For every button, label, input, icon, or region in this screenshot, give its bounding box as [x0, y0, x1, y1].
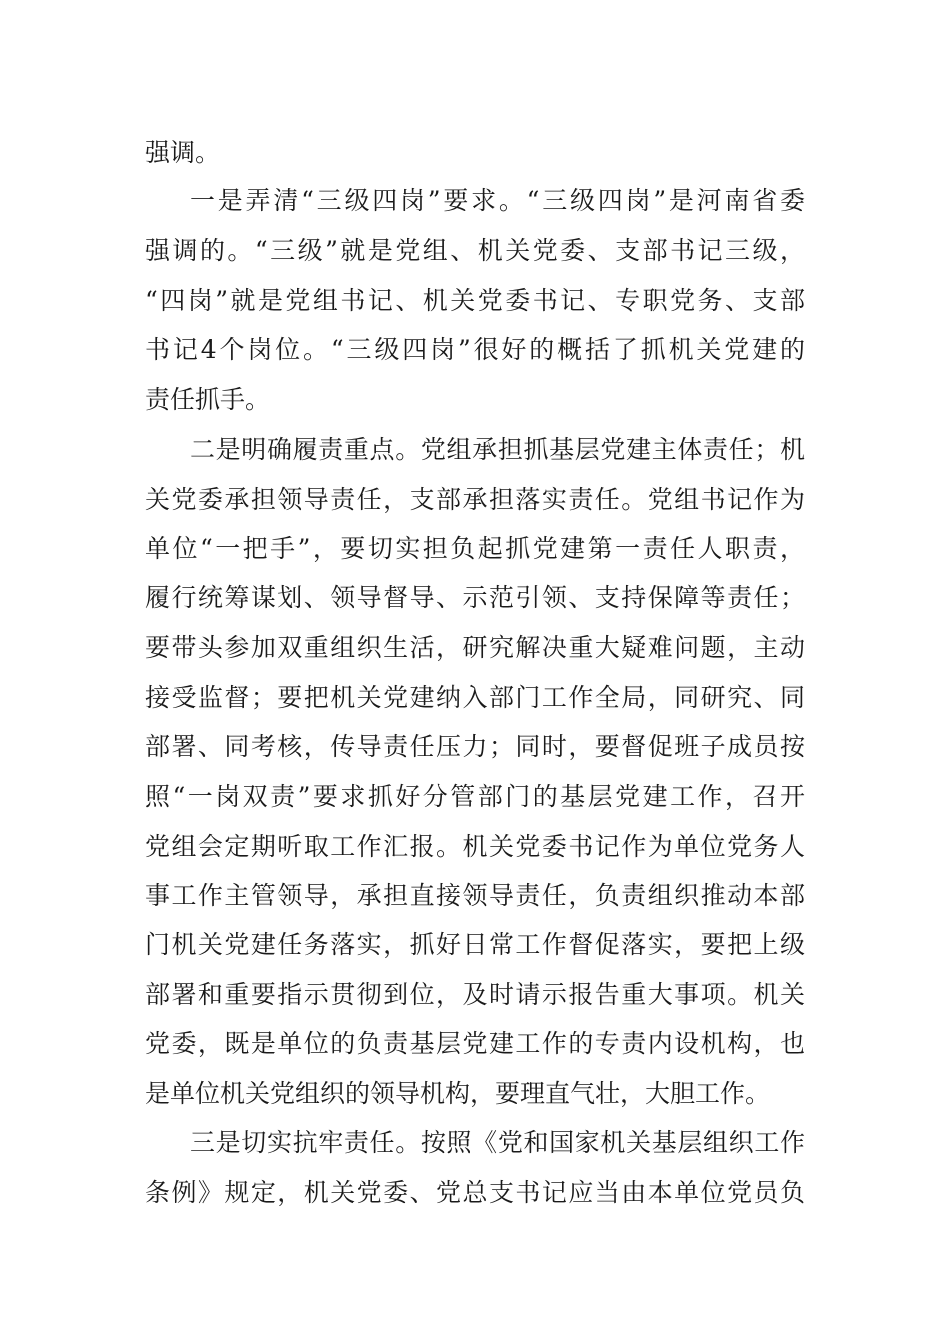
text-line-14: 照“一岗双责”要求抓好分管部门的基层党建工作，召开 — [145, 782, 805, 811]
text-line-19: 党委，既是单位的负责基层党建工作的专责内设机构，也 — [145, 1029, 805, 1058]
text-line-12: 接受监督；要把机关党建纳入部门工作全局，同研究、同 — [145, 683, 805, 712]
text-line-20: 是单位机关党组织的领导机构，要理直气壮，大胆工作。 — [145, 1079, 771, 1108]
text-line-21: 三是切实抗牢责任。按照《党和国家机关基层组织工作 — [190, 1128, 805, 1157]
text-line-22: 条例》规定，机关党委、党总支书记应当由本单位党员负 — [145, 1178, 805, 1207]
text-line-8: 关党委承担领导责任，支部承担落实责任。党组书记作为 — [145, 485, 805, 514]
text-line-17: 门机关党建任务落实，抓好日常工作督促落实，要把上级 — [145, 930, 805, 959]
text-line-10: 履行统筹谋划、领导督导、示范引领、支持保障等责任； — [145, 583, 805, 612]
text-line-6: 责任抓手。 — [145, 385, 271, 414]
text-line-13: 部署、同考核，传导责任压力；同时，要督促班子成员按 — [145, 732, 805, 761]
text-line-9: 单位“一把手”，要切实担负起抓党建第一责任人职责， — [145, 534, 805, 563]
text-line-16: 事工作主管领导，承担直接领导责任，负责组织推动本部 — [145, 881, 805, 910]
text-line-2: 一是弄清“三级四岗”要求。“三级四岗”是河南省委 — [190, 186, 805, 215]
text-line-1: 强调。 — [145, 138, 221, 167]
text-line-7: 二是明确履责重点。党组承担抓基层党建主体责任；机 — [190, 435, 805, 464]
text-line-4: “四岗”就是党组书记、机关党委书记、专职党务、支部 — [145, 286, 805, 315]
text-line-11: 要带头参加双重组织生活，研究解决重大疑难问题，主动 — [145, 633, 805, 662]
text-line-15: 党组会定期听取工作汇报。机关党委书记作为单位党务人 — [145, 832, 805, 861]
text-line-5: 书记4个岗位。“三级四岗”很好的概括了抓机关党建的 — [145, 335, 805, 364]
text-line-18: 部署和重要指示贯彻到位，及时请示报告重大事项。机关 — [145, 980, 805, 1009]
text-line-3: 强调的。“三级”就是党组、机关党委、支部书记三级， — [145, 236, 805, 265]
